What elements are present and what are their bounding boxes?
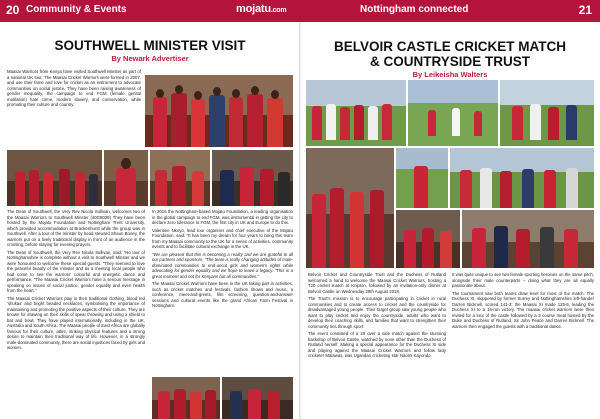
right-page <box>300 22 600 419</box>
duchess-match-photo <box>500 80 594 146</box>
dean-welcome-photo <box>212 150 293 206</box>
warriors-bottom-photo-1 <box>152 377 220 419</box>
dance-castle-photo <box>396 210 460 268</box>
warriors-group-photo <box>145 75 293 147</box>
left-column-1-text: The Dean of Southwell, the Very Rev Nicola Sullivan, welcomes two of the Maasai Warriors to Southwell Minster (40G8039) They have been hosted by the Mojatu Foundation and Nottingham Trent University, which provided accommodation at Brackenhurst while the group was in Southwell. After a tour of the minster by head steward Shaun Boney, the warriors put on a lively traditional display in front of an audience in the crossing, before staying for evening prayers. The Dean of Southwell, the Very Rev Nicola Sullivan, said: "No tour of Nottinghamshire is complete without a visit to Southwell Minster and we were honoured to welcome these special guests. "They seemed to love the peaceful beauty of the minster and as a meeting local people who had come to see the warriors' colourful and energetic dance and performance. "The Maasai Cricket Warriors have a serious message in speaking on issues of social justice, gender equality and even health from the heart." The Maasai Cricket Warriors play in their traditional clothing, blood red 'shukas' and bright beaded necklaces, symbolising the importance of maintaining and promoting the positive aspects of their culture. They are known for drawing on their skills of spear throwing and using a shield to bat and bowl. They have played internationally, including in the UK, Australia and South Africa. The Maasai people of East Africa are globally famous for their culture, attire, striking physical features and a strong desire to maintain their traditional way of life. However, in a strongly male-dominated community, there are social injustices faced by girls and women. <box>7 209 145 350</box>
dance-display-photo <box>150 150 210 206</box>
left-intro-text: Maasai Warriors from Kenya have visited Southwell Minster as part of a national UK tour. The Maasai Cricket Warriors were formed in 2007, and use their fame and love for cricket as an instrument to advocate communities on social justice. They have been raising awareness of gender inequality, the campaign to end FGM (female genital mutilation) hate crime, modern slavery, and conservation, while promoting their culture and country. <box>7 69 141 107</box>
right-article-title-line-2: & COUNTRYSIDE TRUST <box>369 54 530 69</box>
mojatu-logo: mojatu.com <box>236 3 287 15</box>
left-article-title: SOUTHWELL MINISTER VISIT <box>54 38 246 53</box>
spectators-photo <box>450 148 594 208</box>
right-column-1-text: Belvoir Cricket and Countryside Trust and the Duchess of Rutland welcomed a hand to welcome the Maasai Cricket Warriors, hosting a T20 cricket match at Knipton, followed by an invitation-only dinner at Belvoir Castle on Wednesday 29th August 2018. The Trust's mission is to encourage participating in cricket in rural communities and to create access to cricket and the countryside for disadvantaged young people. Their target group saw young people who want to play cricket and enjoy the countryside, adults who want to develop their coaching skills, and families that want to strengthen their community ties through sport. The event consisted of a 20 over a side match against the stunning backdrop of Belvoir Castle, watched by none other than the Duchess of Rutland herself. Making a special appearance for the Duchess XI side and playing against the Maasai Cricket Warriors and fellow lady cricketer Malawas, was Ugandan cricketing star Naomi Kayondo. <box>308 272 446 358</box>
warrior-bat-photo <box>396 148 448 208</box>
right-article-byline: By Leikeisha Walters <box>412 70 488 79</box>
left-column-2-text: In 2016 the Nottingham-based Mojatu Foundation, a leading organisation in the global campaign to end FGM, was instrumental in getting the city to declare zero tolerance to FGM, the first city in UK and Europe to do this. Valentine Nkoyo, lead tour organiser and chief executive of the Mojatu Foundation, said: "It has been my dream for four years to bring this team from my Maasai community to the UK for a series of activities, community events and to facilitate cultural exchange in the UK. "We are pleased that this is becoming a reality and we are grateful to all our partners and sponsors. "The team is really changing attitudes of male-dominated communities to end-uncut girls and women's rights while advocating for gender equality and we hope to leave a legacy. "This is a great moment and not for Kenyans but all communities." The Maasai Cricket Warriors have been in the UK taking part in activities, such as cricket matches and festivals, fashion shows and music, a conference, meet-and-greets, film screening, question-and-answer sessions and cultural events like the grand African Farm Festival in Nottingham. <box>152 209 293 308</box>
right-column-2-text: It was quite unique to see two female sporting heroines on the same pitch, alongside their male counterparts – doing what they are all equally passionate about. The tournament saw both teams draw level for most of the match. The Duchess XI, skippered by former Surrey and Nottinghamshire left-hander Darren Bicknell, scored 141-3; the Maasai XI made 125-6, leading the Duchess XI to a 16-run victory. The maasai cricket warriors were then invited for a tour of the castle followed by a 3 course meal hosted by the Duke and Duchess of Rutland, Sir John Peace and Darren Bicknell. The warriors then engaged the guests with a traditional dance. <box>452 272 594 329</box>
castle-dinner-photo <box>306 148 394 268</box>
cricket-pitch-photo <box>408 80 498 146</box>
left-section-title: Community & Events <box>26 4 127 15</box>
left-page-number: 20 <box>6 3 20 17</box>
guests-portrait-photo <box>462 210 594 268</box>
warriors-bottom-photo-2 <box>222 377 293 419</box>
warrior-portrait-photo <box>104 150 148 206</box>
minster-interior-photo <box>7 150 102 206</box>
page-header-bar <box>0 0 600 22</box>
right-page-number: 21 <box>578 3 592 17</box>
left-article-byline: By Newark Advertiser <box>111 54 189 63</box>
cricket-team-photo <box>306 80 406 146</box>
right-section-title: Nottingham connected <box>360 4 469 15</box>
left-page <box>0 22 300 419</box>
right-article-title-line-1: BELVOIR CASTLE CRICKET MATCH <box>334 39 566 54</box>
